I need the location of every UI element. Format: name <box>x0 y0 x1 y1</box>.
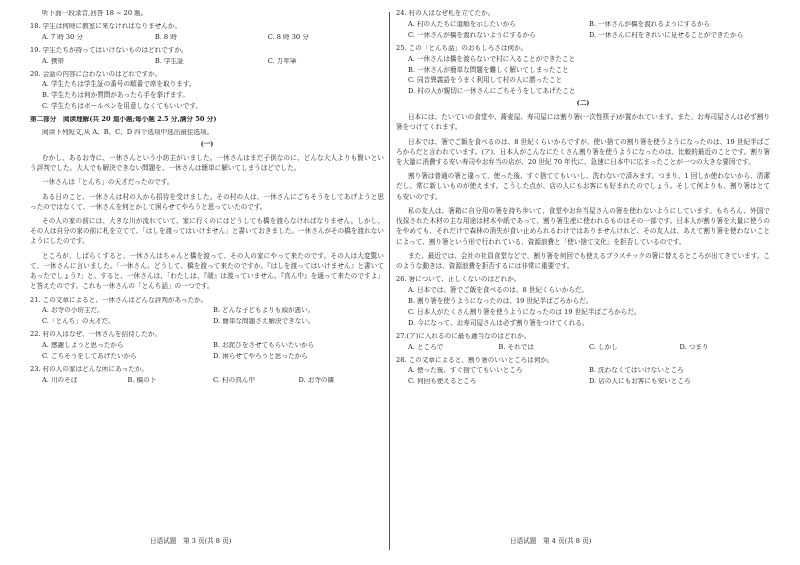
question-25: 25. この「とんち話」のおもしろさは何か。 <box>396 44 528 52</box>
option[interactable]: B. 割り箸を使うようになったのは、19 世紀半ばごろからだ。 <box>408 297 593 306</box>
essay-paragraph: 私の友人は、箸箱に自分用の箸を持ち歩いて、食堂やお弁当屋さんの箸を使わないようにしています。もちろん、外国で伐採された木材の主な用途は材木や紙であって、割り箸生産に使われるものはその一部です。日本人が割り箸を大量に使うのをやめても、それだけで森林の消失が食い止められるわけではありませんけれど、その友人は、あえて割り箸を使わないことによって、割り箸という形で行われている、資源浪費と「使い捨て文化」を拒否しているのです。 <box>396 206 770 246</box>
q21-options-row2 <box>30 318 384 326</box>
story-paragraph: その人の家の前には、大きな川が流れていて、家に行くのにはどうしても橋を渡らなければなりません。しかし、その人は自分の家の前に札を立てて、「はしを渡ってはいけません」と書いておきました。一休さんがその橋を渡れないようにしたのです。 <box>30 216 384 246</box>
option[interactable]: D. お寺の隣 <box>298 376 335 384</box>
option[interactable]: C. 8 時 30 分 <box>267 33 309 41</box>
listening-intro: 听下面一段录音,回答 18 ~ 20 题。 <box>42 10 148 17</box>
option[interactable]: A. 携帯 <box>42 57 65 65</box>
option[interactable]: C. 日本人がたくさん割り箸を使うようになったのは 19 世紀半ばごろからだ。 <box>408 307 641 316</box>
page-footer-right: 日语试题 第 4 页(共 8 页) <box>510 537 592 545</box>
option[interactable]: C. 学生たちはボールペンを用意しなくてもいいです。 <box>42 102 202 111</box>
option[interactable]: B. お詫びをさせてもらいたいから <box>213 342 315 350</box>
option[interactable]: A. 感謝しようと思ったから <box>42 342 124 350</box>
option[interactable]: C.「とんち」の天才だ。 <box>42 318 115 326</box>
option[interactable]: D. 今になって、お寿司屋さんは必ず割り箸をつけてくれる。 <box>408 318 589 327</box>
story-paragraph: ある日のこと、一休さんは村の人から招待を受けました。その村の人は、一休さんにごちそうをしてあげようと思ったのではなくて、一休さんを何とかして困らせてやろうと思っていたのです。 <box>30 192 384 211</box>
question-22: 22. 村の人はなぜ、一休さんを招待したか。 <box>30 331 162 339</box>
question-23: 23. 村の人の家はどんな所にあったか。 <box>30 365 149 373</box>
option[interactable]: B. 8 時 <box>154 33 177 41</box>
q28-options-row1 <box>396 367 770 375</box>
essay-paragraph: 日本では、箸でご飯を食べるのは、8 世紀くらいからですが、使い捨ての割り箸を使うようになったのは、19 世紀半ばごろからだと言われています。(ア)、日本人がこんなにたくさん割り箸を使うようになったのは、比較的最近のことです。割り箸を大量に消費する安い寿司やお弁当の店が、20 世紀 70 年代に、急速に日本中に広まったことが一つの大きな要因です。 <box>396 137 770 167</box>
option[interactable]: B. 一休さんが簡単な問題を難しく解いてしまったこと <box>408 65 569 74</box>
option[interactable]: D. つまり <box>679 343 709 351</box>
option[interactable]: A. 村の人たちに道順を示したいから <box>408 20 516 28</box>
option[interactable]: A. ところで <box>408 343 444 351</box>
question-28: 28. この文章によると、割り箸のいいところは何か。 <box>396 356 554 364</box>
question-26: 26. 箸について、正しくないのはどれか。 <box>396 276 521 284</box>
option[interactable]: B. 学生証 <box>154 57 184 65</box>
left-page <box>30 10 384 385</box>
part2-title: 第二部分 阅读理解(共 20 道小题;每小题 2.5 分,满分 50 分) <box>30 116 217 124</box>
q24-options-row1 <box>396 21 770 29</box>
essay-paragraph: 割り箸は普通の箸と違って、使った後、すぐ捨ててもいいし、洗わないで済みます。つまり、1 回しか使わないから、清潔だし、常に新しいものが使えます。こうした点が、店の人にもお客にも好まれたのでしょう。そして何よりも、割り箸はとても安いのです。 <box>396 172 770 201</box>
option[interactable]: B. それでは <box>498 343 534 351</box>
option[interactable]: C. 何回も使えるところ <box>408 378 477 386</box>
question-19: 19. 学生たちが持ってはいけないものはどれですか。 <box>30 46 188 54</box>
option[interactable]: D. 一休さんに村をきれいに見せることができたから <box>589 31 744 39</box>
option[interactable]: C. 村の真ん中 <box>213 376 255 384</box>
option[interactable]: C. 同音異義語をうまく利用して村の人に勝ったこと <box>408 76 563 85</box>
section-2-heading: (二) <box>576 99 590 108</box>
option[interactable]: D. 困らせてやろうと思ったから <box>213 353 308 361</box>
option[interactable]: A. 使った後、すぐ捨ててもいいところ <box>408 367 523 375</box>
option[interactable]: A. お寺の小坊主だ。 <box>42 307 104 315</box>
story-paragraph: ところが、しばらくすると、一休さんはちゃんと橋を渡って、その人の家にやって来たのです。その人は大変驚いて、一休さんに言いました。「一休さん。どうして、橋を渡って来たのですか。『はしを渡ってはいけません』と書いてあったでしょう?」と。すると、一休さんは、「わたしは、『端』は渡っていません。『真ん中』を通って来たのですよ」と答えたのです。これも一休さんの「とんち話」の一つです。 <box>30 251 384 291</box>
option[interactable]: B. 一休さんが橋を渡れるようにするから <box>589 20 711 28</box>
option[interactable]: D. 村の人が親切に一休さんにごちそうをしてあげたこと <box>408 87 576 96</box>
option[interactable]: C. しかし <box>589 343 618 351</box>
option[interactable]: C. 一休さんが橋を渡れないようにするから <box>408 31 536 39</box>
page-footer-left: 日语试题 第 3 页(共 8 页) <box>150 537 232 545</box>
option[interactable]: B. 橋の下 <box>127 376 157 384</box>
q28-options-row2 <box>396 378 770 386</box>
part2-instructions: 阅读下列短文,从 A、B、C、D 四个选项中选出最佳选项。 <box>42 129 214 137</box>
essay-paragraph: また、最近では、会社の社員食堂などで、割り箸を何回でも使えるプラスチックの箸に替えるところが出てきています。このような動きは、資源浪費を拒否するには非常に重要です。 <box>396 251 770 270</box>
option[interactable]: A. 一休さんは橋を渡らないで村に入ることができたこと <box>408 54 576 63</box>
q22-options-row2 <box>30 353 384 361</box>
essay-paragraph: 日本には、たいていの食堂や、蕎麦屋、寿司屋には割り箸(一次性筷子)が置かれています。また、お寿司屋さんは必ず割り箸をつけてくれます。 <box>396 113 770 132</box>
option[interactable]: C. 万年筆 <box>267 57 297 65</box>
question-18: 18. 学生は何時に教室に来なければなりませんか。 <box>30 22 182 30</box>
story-paragraph: 一休さんは「とんち」の天才だったのです。 <box>42 178 174 187</box>
option[interactable]: D. 簡単な問題さえ解決できない。 <box>213 318 315 326</box>
q18-options <box>30 34 384 42</box>
q24-options-row2 <box>396 32 770 40</box>
question-20: 20. 会話の内容に合わないのはどれですか。 <box>30 70 162 78</box>
option[interactable]: B. 学生たちは何か質問があったら手を挙げます。 <box>42 91 189 100</box>
q27-options <box>396 344 770 352</box>
option[interactable]: B. 洗わなくてはいけないところ <box>589 367 684 375</box>
question-21: 21. この文章によると、一休さんはどんな評判があったか。 <box>30 296 208 304</box>
story-paragraph: むかし、あるお寺に、一休さんという小坊主がいました。一休さんはまだ子供なのに、どんな大人よりも賢いという評判でした。大人でも解決できない問題を、一休さんは簡単に解いてしまうほどでした。 <box>30 153 384 173</box>
option[interactable]: A. 学生たちは学生証の番号の順番で席を取ります。 <box>42 80 196 89</box>
question-24: 24. 村の人はなぜ札を立てたか。 <box>396 10 495 17</box>
right-page <box>396 10 770 386</box>
option[interactable]: A. 川のそば <box>42 376 78 384</box>
question-27: 27.(ア)に入れるのに最も適当なのはどれか。 <box>396 332 531 340</box>
option[interactable]: A. 7 時 30 分 <box>42 33 84 41</box>
q21-options-row1 <box>30 307 384 315</box>
option[interactable]: B. どんな子どもよりも頭が悪い。 <box>213 307 315 315</box>
q22-options-row1 <box>30 342 384 350</box>
q23-options <box>30 377 384 385</box>
option[interactable]: A. 日本では、箸でご飯を食べるのは、8 世紀くらいからだ。 <box>408 286 589 295</box>
section-1-heading: (一) <box>200 139 214 148</box>
q19-options <box>30 58 384 66</box>
page-divider <box>389 12 390 550</box>
option[interactable]: C. ごちそうをしてあげたいから <box>42 353 137 361</box>
option[interactable]: D. 店の人にもお客にも安いところ <box>589 378 691 386</box>
